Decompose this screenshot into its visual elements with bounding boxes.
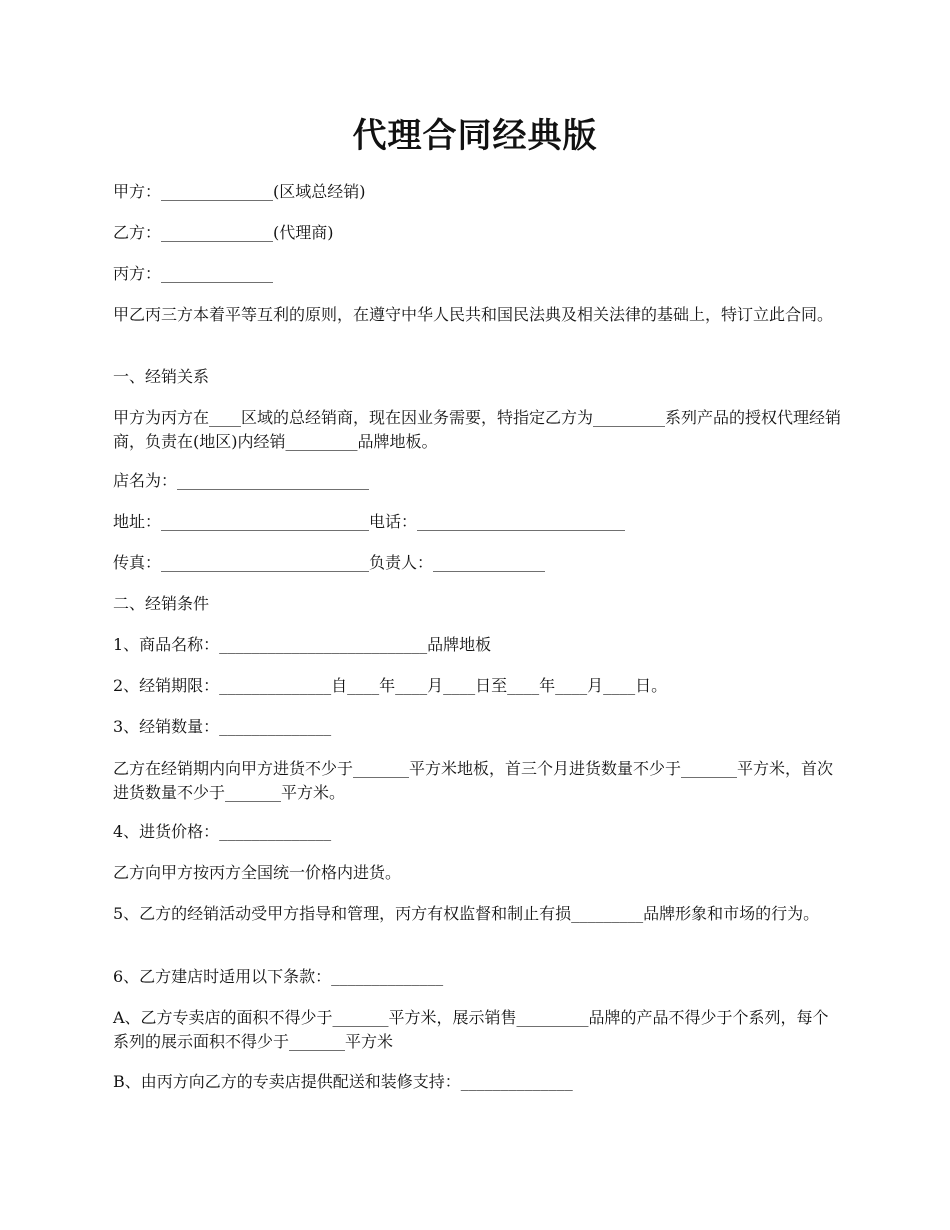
- store-name-line: 店名为：________________________: [113, 471, 370, 490]
- clause-3-quantity: 3、经销数量：______________: [113, 717, 332, 736]
- preamble-paragraph: 甲乙丙三方本着平等互利的原则，在遵守中华人民共和国民法典及相关法律的基础上，特订立此合同。: [113, 305, 834, 324]
- party-a-line: 甲方：______________(区域总经销): [113, 182, 366, 201]
- clause-2-term: 2、经销期限：______________自____年____月____日至____年____月____日。: [113, 676, 668, 695]
- party-c-line: 丙方：______________: [113, 264, 274, 283]
- distribution-relation-paragraph: 甲方为丙方在____区域的总经销商，现在因业务需要，特指定乙方为_________系列产品的授权代理经销商，负责在(地区)内经销_________品牌地板。: [113, 408, 842, 451]
- clause-1-product-name: 1、商品名称：__________________________品牌地板: [113, 635, 492, 654]
- clause-a-store-area: A、乙方专卖店的面积不得少于_______平方米，展示销售_________品牌的产品不得少于个系列，每个系列的展示面积不得少于_______平方米: [113, 1008, 829, 1051]
- fax-manager-line: 传真：__________________________负责人：______________: [113, 553, 546, 572]
- clause-6-store-terms: 6、乙方建店时适用以下条款：______________: [113, 967, 444, 986]
- section-1-heading: 一、经销关系: [113, 367, 210, 386]
- price-paragraph: 乙方向甲方按丙方全国统一价格内进货。: [113, 863, 402, 882]
- clause-5-guidance: 5、乙方的经销活动受甲方指导和管理，丙方有权监督和制止有损_________品牌形象和市场的行为。: [113, 904, 820, 923]
- purchase-quantity-paragraph: 乙方在经销期内向甲方进货不少于_______平方米地板，首三个月进货数量不少于_______平方米，首次进货数量不少于_______平方米。: [113, 759, 834, 802]
- clause-b-delivery-support: B、由丙方向乙方的专卖店提供配送和装修支持：______________: [113, 1072, 573, 1091]
- address-phone-line: 地址：__________________________电话：__________________________: [113, 512, 626, 531]
- section-2-heading: 二、经销条件: [113, 594, 210, 613]
- clause-4-price: 4、进货价格：______________: [113, 822, 332, 841]
- document-title: 代理合同经典版: [352, 116, 598, 156]
- party-b-line: 乙方：______________(代理商): [113, 223, 334, 242]
